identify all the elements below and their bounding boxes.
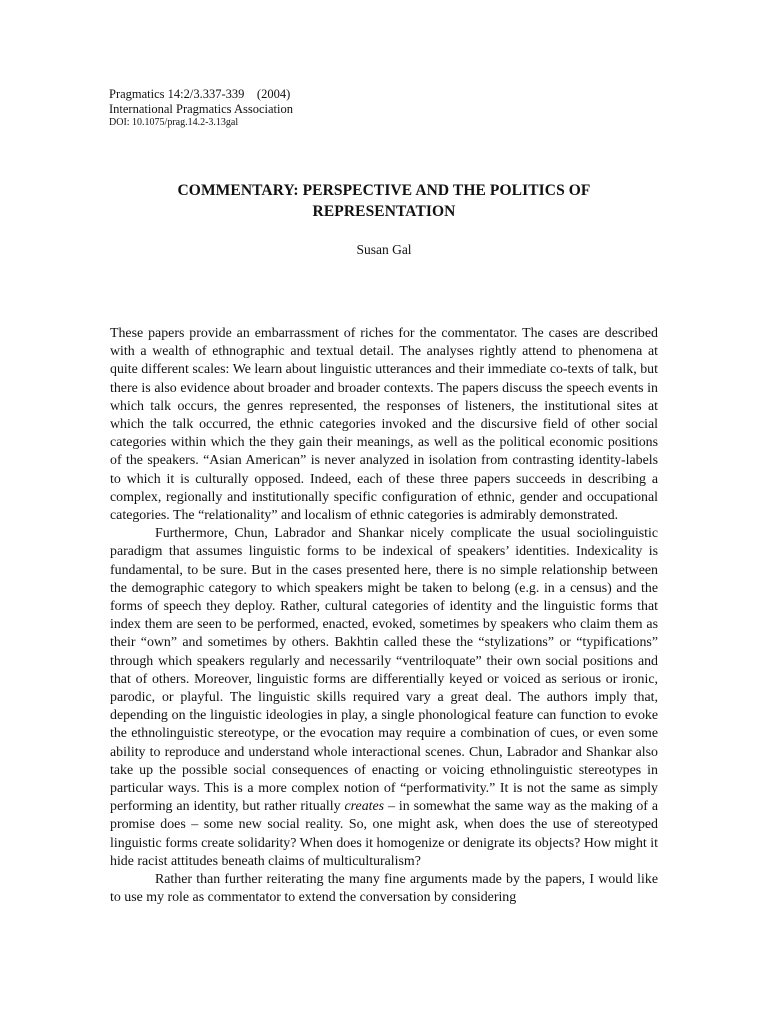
article-title-line-2: REPRESENTATION: [312, 203, 456, 220]
article-body: [110, 325, 658, 908]
paragraph-1: These papers provide an embarrassment of riches for the commentator. The cases are described with a wealth of ethnographic and textual detail. The analyses rightly attend to phenomena at quite different scales: We learn about linguistic utterances and their immediate co-texts of talk, but there is also evidence about broader and broader contexts. The papers discuss the speech events in which talk occurs, the genres represented, the responses of listeners, the institutional sites at which the talk occurred, the ethnic categories invoked and the discursive field of other social categories within which the they gain their meanings, as well as the political economic positions of the speakers. “Asian American” is never analyzed in isolation from contrasting identity-labels to which it is culturally opposed. Indeed, each of these three papers succeeds in describing a complex, regionally and institutionally specific configuration of ethnic, gender and occupational categories. The “relationality” and localism of ethnic categories is admirably demonstrated.: [110, 326, 658, 524]
journal-citation: Pragmatics 14:2/3.337-339 (2004): [109, 87, 291, 101]
author-name: Susan Gal: [356, 242, 412, 257]
paragraph-3: Rather than further reiterating the many fine arguments made by the papers, I would like to use my role as commentator to extend the conversation by considering: [110, 872, 658, 906]
paragraph-2: [110, 525, 658, 871]
doi-line: DOI: 10.1075/prag.14.2-3.13gal: [109, 117, 239, 128]
article-title: [80, 180, 688, 222]
paragraph-2-emphasis: creates: [344, 799, 385, 815]
journal-header: [109, 87, 293, 129]
article-title-line-1: COMMENTARY: PERSPECTIVE AND THE POLITICS OF: [177, 182, 591, 199]
publisher-association: International Pragmatics Association: [109, 101, 293, 116]
paragraph-2-text-a: Furthermore, Chun, Labrador and Shankar nicely complicate the usual sociolinguistic paradigm that assumes linguistic forms to be indexical of speakers’ identities. Indexicality is fundamental, to be sure. But in the cases presented here, there is no simple relationship between the demographic category to which speakers might be taken to belong (e.g. in a census) and the forms of speech they deploy. Rather, cultural categories of identity and the linguistic forms that index them are seen to be performed, enacted, evoked, sometimes by speakers who claim them as their “own” and sometimes by others. Bakhtin called these the “stylizations” or “typifications” through which speakers regularly and necessarily “ventriloquate” their own social positions and that of others. Moreover, linguistic forms are differentially keyed or voiced as serious or ironic, parodic, or playful. The linguistic skills required vary a great deal. The authors imply that, depending on the linguistic ideologies in play, a single phonological feature can function to evoke the ethnolinguistic stereotype, or the evocation may require a combination of cues, or even some ability to reproduce and understand whole interactional scenes. Chun, Labrador and Shankar also take up the possible social consequences of enacting or voicing ethnolinguistic stereotypes in particular ways. This is a more complex notion of “performativity.” It is not the same as simply performing an identity, but rather ritually: [110, 526, 658, 815]
paragraph-2-text-b: – in somewhat the same way as the making of a promise does – some new social reality. So, one might ask, when does the use of stereotyped linguistic forms create solidarity? When does it homogenize or denigrate its objects? How might it hide racist attitudes beneath claims of multiculturalism?: [110, 799, 658, 869]
